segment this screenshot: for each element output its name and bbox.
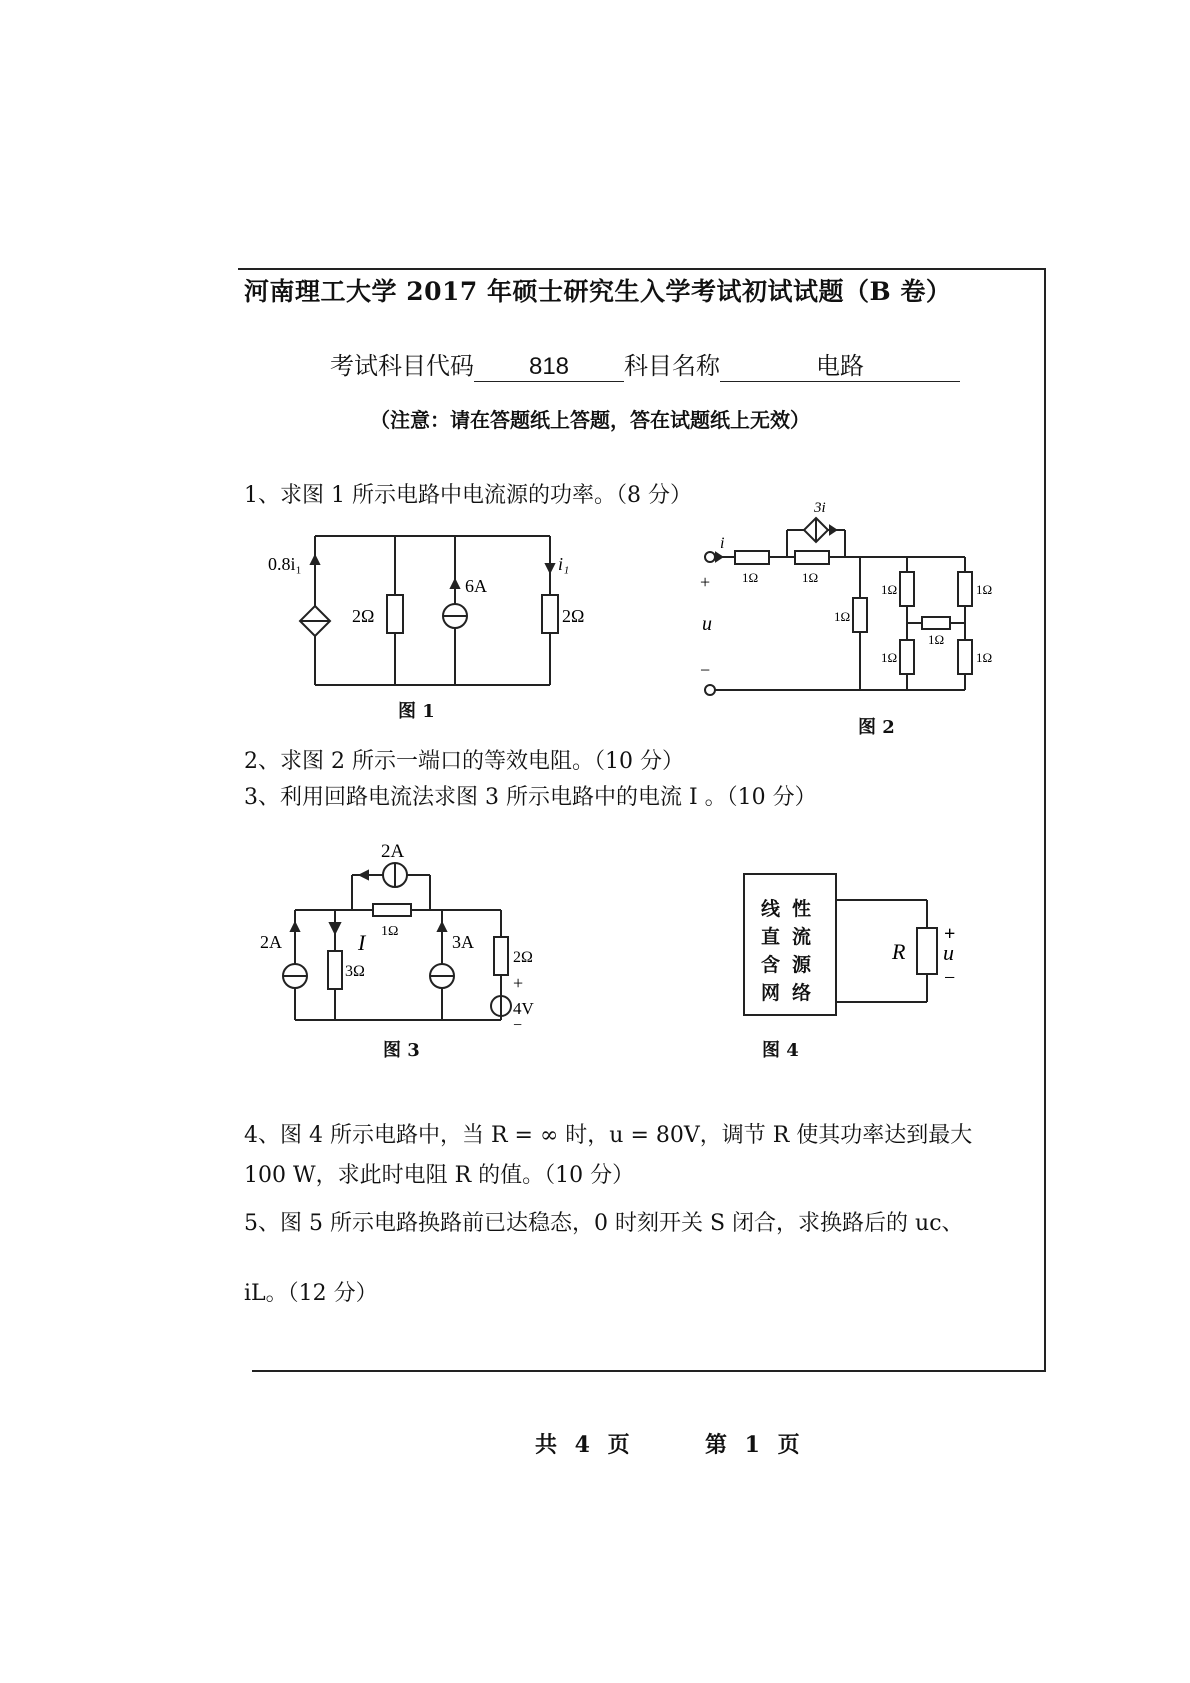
label-u: u bbox=[702, 613, 712, 635]
question-2 bbox=[244, 744, 684, 775]
label-r-top-left: 1Ω bbox=[881, 582, 898, 597]
label-left-2a: 2A bbox=[260, 932, 282, 952]
question-4 bbox=[244, 1118, 972, 1149]
label-r-middle: 1Ω bbox=[928, 632, 945, 647]
label-r1: 2Ω bbox=[352, 606, 375, 626]
label-r-series-1: 1Ω bbox=[742, 570, 759, 585]
resistor-top-right bbox=[958, 572, 972, 606]
label-minus: − bbox=[944, 967, 956, 989]
question-text: 利用回路电流法求图 3 所示电路中的电流 I 。（10 分） bbox=[280, 785, 817, 810]
label-top-2a: 2A bbox=[381, 841, 405, 862]
resistor-2ohm bbox=[542, 595, 558, 633]
page-footer bbox=[535, 1428, 800, 1459]
resistor-bottom-right bbox=[958, 640, 972, 674]
label-2ohm: 2Ω bbox=[513, 949, 533, 966]
label-r-top-right: 1Ω bbox=[976, 582, 993, 597]
arrow-up-icon bbox=[438, 923, 446, 931]
label-minus: − bbox=[513, 1017, 523, 1034]
label-r: R bbox=[892, 939, 906, 964]
resistor-2ohm bbox=[494, 937, 508, 975]
label-u: u bbox=[943, 940, 954, 965]
resistor-top-left bbox=[900, 572, 914, 606]
label-r-shunt: 1Ω bbox=[834, 609, 851, 624]
label-plus: + bbox=[944, 923, 956, 945]
resistor-3ohm bbox=[328, 951, 342, 989]
label-minus: − bbox=[700, 660, 711, 680]
subject-code-value: 818 bbox=[474, 353, 624, 382]
figure-4-circuit bbox=[837, 880, 977, 1020]
label-1ohm: 1Ω bbox=[381, 924, 399, 939]
question-4-continued: 100 W，求此时电阻 R 的值。（10 分） bbox=[244, 1163, 635, 1188]
subject-name-value: 电路 bbox=[720, 346, 960, 382]
question-text: 图 5 所示电路换路前已达稳态，0 时刻开关 S 闭合，求换路后的 uc、 bbox=[280, 1211, 964, 1236]
question-text: 图 4 所示电路中，当 R = ∞ 时，u = 80V，调节 R 使其功率达到最大 bbox=[280, 1123, 973, 1148]
figure-1-caption: 图 1 bbox=[398, 701, 435, 722]
label-i: i bbox=[720, 535, 725, 552]
resistor-series-1 bbox=[735, 551, 769, 564]
frame-top-border bbox=[238, 268, 1046, 270]
figure-3-circuit bbox=[255, 830, 555, 1034]
label-6a: 6A bbox=[465, 576, 487, 596]
figure-2-circuit bbox=[690, 490, 1010, 710]
arrow-down-icon bbox=[330, 923, 340, 933]
label-r-series-2: 1Ω bbox=[802, 570, 819, 585]
arrow-up-icon bbox=[291, 923, 299, 931]
arrow-down-icon bbox=[546, 564, 554, 572]
arrow-right-icon bbox=[830, 526, 836, 534]
question-3 bbox=[244, 780, 817, 811]
resistor-r bbox=[917, 928, 937, 974]
subject-code-label: 考试科目代码 bbox=[330, 352, 474, 380]
resistor-shunt bbox=[853, 598, 867, 632]
terminal-top bbox=[705, 552, 715, 562]
question-number: 4、 bbox=[244, 1123, 280, 1148]
question-5 bbox=[244, 1206, 964, 1237]
frame-bottom-border bbox=[252, 1370, 1046, 1372]
label-r-bottom-right: 1Ω bbox=[976, 650, 993, 665]
resistor-1ohm bbox=[373, 904, 411, 916]
resistor-series-2 bbox=[795, 551, 829, 564]
question-1 bbox=[244, 478, 692, 509]
resistor-middle bbox=[922, 617, 950, 629]
exam-title: 河南理工大学 2017 年硕士研究生入学考试初试试题（B 卷） bbox=[244, 277, 952, 306]
subject-name-label: 科目名称 bbox=[624, 352, 720, 380]
question-number: 1、 bbox=[244, 483, 280, 508]
resistor-bottom-left bbox=[900, 640, 914, 674]
figure-3-caption: 图 3 bbox=[383, 1040, 420, 1061]
question-number: 2、 bbox=[244, 749, 280, 774]
question-number: 5、 bbox=[244, 1211, 280, 1236]
linear-network-box bbox=[743, 873, 837, 1016]
question-number: 3、 bbox=[244, 785, 280, 810]
terminal-bottom bbox=[705, 685, 715, 695]
label-plus: + bbox=[513, 973, 524, 993]
arrow-left-icon bbox=[360, 871, 368, 879]
question-text: 求图 2 所示一端口的等效电阻。（10 分） bbox=[280, 749, 684, 774]
label-3ohm: 3Ω bbox=[345, 963, 365, 980]
question-5-continued: iL。（12 分） bbox=[244, 1281, 378, 1306]
label-r2: 2Ω bbox=[562, 606, 585, 626]
arrow-right-icon bbox=[716, 553, 722, 561]
subject-row bbox=[330, 346, 960, 382]
current-page: 第 1 页 bbox=[704, 1432, 800, 1458]
network-label: 线性直流含源网络 bbox=[761, 898, 824, 1004]
label-3a: 3A bbox=[452, 932, 474, 952]
total-pages: 共 4 页 bbox=[535, 1432, 630, 1458]
arrow-up-icon bbox=[311, 556, 319, 564]
answer-notice: （注意：请在答题纸上答题，答在试题纸上无效） bbox=[370, 408, 810, 432]
arrow-up-icon bbox=[451, 580, 459, 588]
label-current-i: I bbox=[358, 930, 366, 955]
label-dep-source: 0.8i₁ bbox=[268, 554, 302, 574]
figure-4-caption: 图 4 bbox=[762, 1040, 799, 1061]
label-r-bottom-left: 1Ω bbox=[881, 650, 898, 665]
figure-2-caption: 图 2 bbox=[858, 717, 895, 738]
label-4v: 4V bbox=[513, 999, 534, 1018]
question-text: 求图 1 所示电路中电流源的功率。（8 分） bbox=[280, 483, 692, 508]
label-i1: i₁ bbox=[558, 554, 570, 574]
label-3i: 3i bbox=[814, 500, 826, 516]
frame-right-border bbox=[1044, 268, 1046, 1372]
resistor-2ohm bbox=[387, 595, 403, 633]
label-plus: + bbox=[700, 572, 711, 592]
